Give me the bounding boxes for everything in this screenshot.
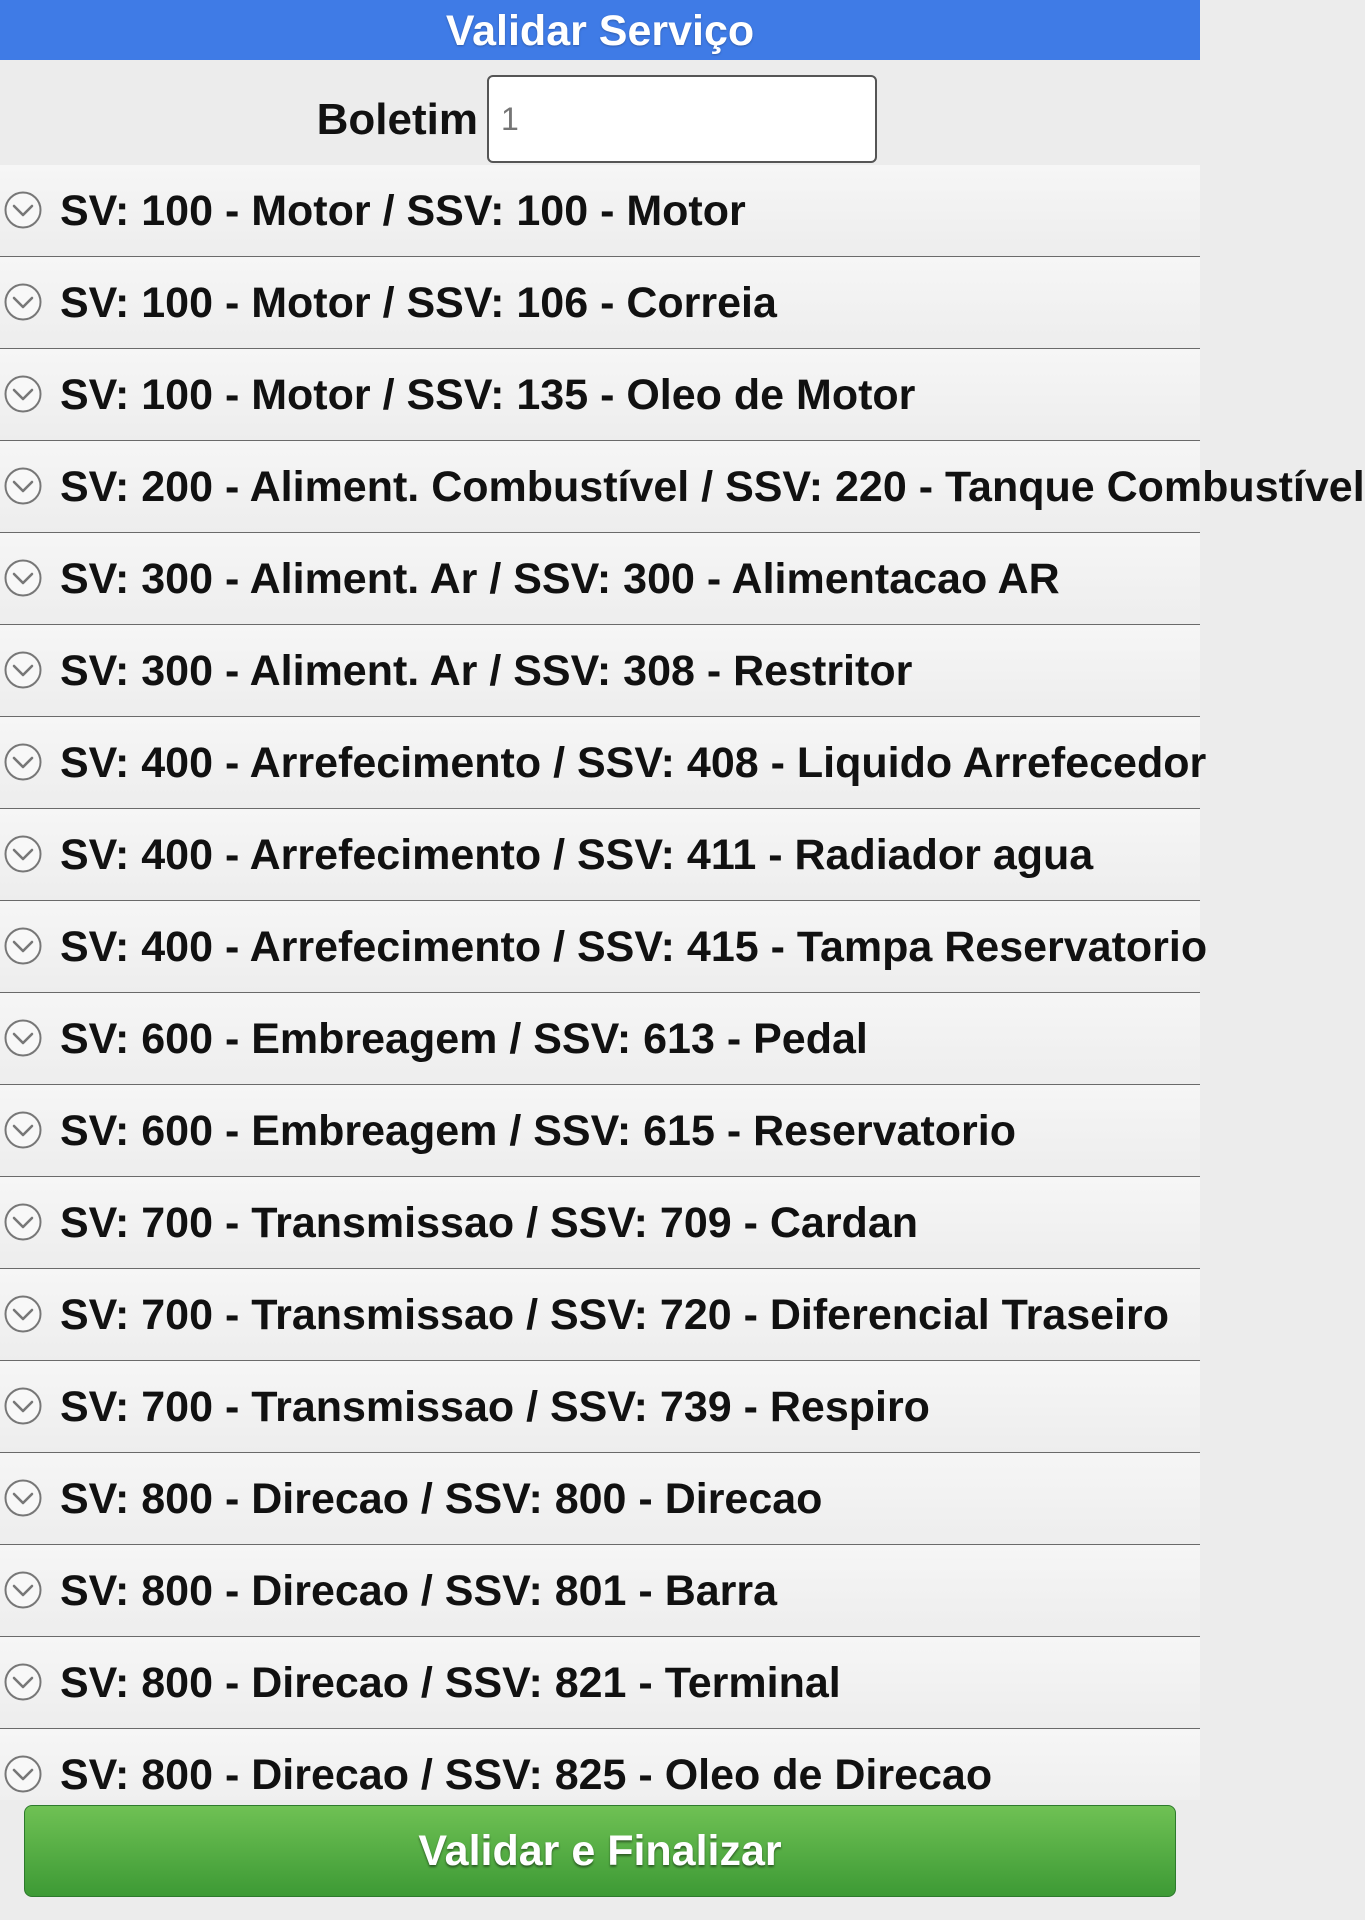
service-item-label: SV: 100 - Motor / SSV: 135 - Oleo de Motor bbox=[60, 371, 916, 419]
boletim-row bbox=[0, 60, 1200, 172]
service-list-item[interactable] bbox=[0, 1361, 1200, 1453]
service-item-label: SV: 100 - Motor / SSV: 106 - Correia bbox=[60, 279, 777, 327]
service-item-label: SV: 300 - Aliment. Ar / SSV: 308 - Restritor bbox=[60, 647, 913, 695]
service-list-item[interactable] bbox=[0, 441, 1365, 533]
service-list-item[interactable] bbox=[0, 1177, 1200, 1269]
service-item-label: SV: 200 - Aliment. Combustível / SSV: 220 - Tanque Combustível bbox=[60, 463, 1365, 511]
service-item-label: SV: 700 - Transmissao / SSV: 720 - Diferencial Traseiro bbox=[60, 1291, 1169, 1339]
chevron-down-circle-icon[interactable] bbox=[3, 1018, 43, 1058]
chevron-down-circle-icon[interactable] bbox=[3, 1754, 43, 1794]
chevron-down-circle-icon[interactable] bbox=[3, 650, 43, 690]
service-item-label: SV: 800 - Direcao / SSV: 801 - Barra bbox=[60, 1567, 778, 1615]
chevron-down-circle-icon[interactable] bbox=[3, 282, 43, 322]
service-list bbox=[0, 165, 1365, 1800]
service-list-item[interactable] bbox=[0, 1637, 1200, 1729]
chevron-down-circle-icon[interactable] bbox=[3, 558, 43, 598]
header-bar bbox=[0, 0, 1200, 60]
service-list-item[interactable] bbox=[0, 1453, 1200, 1545]
service-item-label: SV: 800 - Direcao / SSV: 825 - Oleo de Direcao bbox=[60, 1751, 993, 1799]
chevron-down-circle-icon[interactable] bbox=[3, 1662, 43, 1702]
service-list-item[interactable] bbox=[0, 1545, 1200, 1637]
chevron-down-circle-icon[interactable] bbox=[3, 1294, 43, 1334]
chevron-down-circle-icon[interactable] bbox=[3, 1386, 43, 1426]
service-list-item[interactable] bbox=[0, 809, 1200, 901]
service-list-item[interactable] bbox=[0, 1269, 1200, 1361]
service-item-label: SV: 800 - Direcao / SSV: 800 - Direcao bbox=[60, 1475, 823, 1523]
service-item-label: SV: 600 - Embreagem / SSV: 613 - Pedal bbox=[60, 1015, 868, 1063]
service-list-item[interactable] bbox=[0, 349, 1200, 441]
service-list-item[interactable] bbox=[0, 625, 1200, 717]
service-item-label: SV: 700 - Transmissao / SSV: 709 - Cardan bbox=[60, 1199, 919, 1247]
chevron-down-circle-icon[interactable] bbox=[3, 1478, 43, 1518]
service-item-label: SV: 700 - Transmissao / SSV: 739 - Respiro bbox=[60, 1383, 930, 1431]
validate-finish-button[interactable]: Validar e Finalizar bbox=[24, 1805, 1176, 1897]
chevron-down-circle-icon[interactable] bbox=[3, 1110, 43, 1150]
service-list-item[interactable] bbox=[0, 533, 1200, 625]
service-item-label: SV: 400 - Arrefecimento / SSV: 408 - Liquido Arrefecedor bbox=[60, 739, 1207, 787]
service-item-label: SV: 400 - Arrefecimento / SSV: 415 - Tampa Reservatorio bbox=[60, 923, 1208, 971]
footer-bar bbox=[0, 1800, 1200, 1920]
service-list-item[interactable] bbox=[0, 717, 1207, 809]
chevron-down-circle-icon[interactable] bbox=[3, 190, 43, 230]
service-item-label: SV: 400 - Arrefecimento / SSV: 411 - Radiador agua bbox=[60, 831, 1094, 879]
boletim-input[interactable] bbox=[487, 75, 877, 163]
chevron-down-circle-icon[interactable] bbox=[3, 1570, 43, 1610]
boletim-label: Boletim bbox=[316, 95, 478, 144]
service-list-item[interactable] bbox=[0, 901, 1208, 993]
service-item-label: SV: 800 - Direcao / SSV: 821 - Terminal bbox=[60, 1659, 841, 1707]
service-list-item[interactable] bbox=[0, 993, 1200, 1085]
service-item-label: SV: 100 - Motor / SSV: 100 - Motor bbox=[60, 187, 746, 235]
chevron-down-circle-icon[interactable] bbox=[3, 742, 43, 782]
chevron-down-circle-icon[interactable] bbox=[3, 834, 43, 874]
service-item-label: SV: 300 - Aliment. Ar / SSV: 300 - Alimentacao AR bbox=[60, 555, 1060, 603]
chevron-down-circle-icon[interactable] bbox=[3, 1202, 43, 1242]
chevron-down-circle-icon[interactable] bbox=[3, 926, 43, 966]
chevron-down-circle-icon[interactable] bbox=[3, 466, 43, 506]
service-list-item[interactable] bbox=[0, 165, 1200, 257]
page-title: Validar Serviço bbox=[445, 7, 755, 55]
chevron-down-circle-icon[interactable] bbox=[3, 374, 43, 414]
service-list-item[interactable] bbox=[0, 1085, 1200, 1177]
service-list-item[interactable] bbox=[0, 257, 1200, 349]
service-item-label: SV: 600 - Embreagem / SSV: 615 - Reservatorio bbox=[60, 1107, 1016, 1155]
